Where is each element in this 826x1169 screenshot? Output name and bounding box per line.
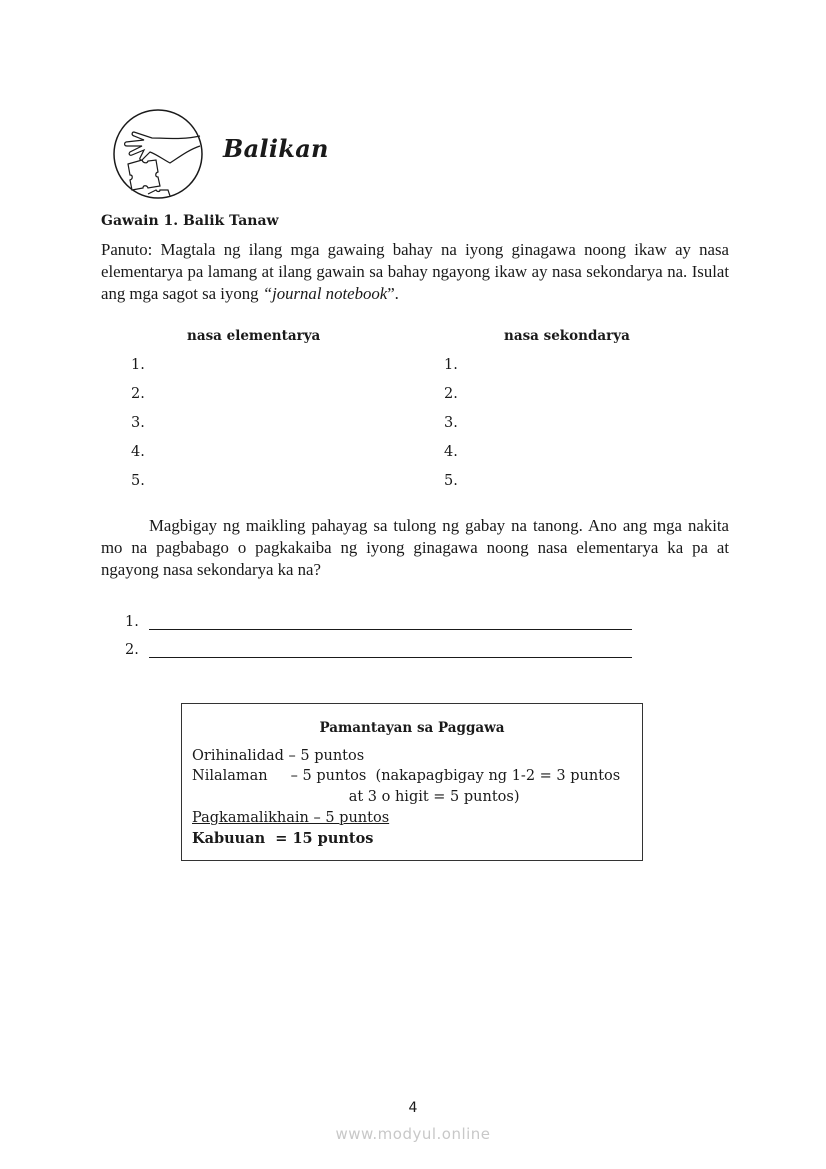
list-item: 4. xyxy=(444,444,458,460)
list-item: 5. xyxy=(131,473,145,489)
column-header-secondary: nasa sekondarya xyxy=(504,328,630,344)
list-item: 3. xyxy=(444,415,458,431)
answer-number: 1. xyxy=(125,614,139,630)
list-item: 4. xyxy=(131,444,145,460)
list-item: 3. xyxy=(131,415,145,431)
hand-puzzle-piece-icon xyxy=(112,108,204,200)
elementary-list xyxy=(131,351,145,496)
rubric-row-originality: Orihinalidad – 5 puntos xyxy=(192,748,365,764)
answer-blank xyxy=(149,611,632,630)
answer-line xyxy=(125,630,632,658)
page-number: 4 xyxy=(408,1100,418,1116)
rubric-box xyxy=(181,703,643,861)
column-header-elementary: nasa elementarya xyxy=(187,328,321,344)
instructions xyxy=(101,239,729,305)
activity-title: Gawain 1. Balik Tanaw xyxy=(101,213,279,229)
instructions-text: Panuto: Magtala ng ilang mga gawaing bahay na iyong ginagawa noong ikaw ay nasa elementarya pa lamang at ilang gawain sa bahay ngayong ikaw ay nasa sekondarya na. Isulat ang mga sagot sa iyong xyxy=(101,240,729,303)
answer-number: 2. xyxy=(125,642,139,658)
list-item: 5. xyxy=(444,473,458,489)
secondary-list xyxy=(444,351,458,496)
rubric-title: Pamantayan sa Paggawa xyxy=(319,720,505,736)
answer-lines xyxy=(125,602,632,658)
rubric-row-creativity: Pagkamalikhain – 5 puntos xyxy=(192,810,390,826)
instructions-italic: “journal notebook xyxy=(262,284,388,303)
list-item: 2. xyxy=(444,386,458,402)
answer-line xyxy=(125,602,632,630)
instructions-suffix: ”. xyxy=(387,284,399,303)
answer-blank xyxy=(149,639,632,658)
rubric-row-content: Nilalaman – 5 puntos (nakapagbigay ng 1-2 = 3 puntos xyxy=(192,768,621,784)
list-item: 1. xyxy=(444,357,458,373)
guide-question: Magbigay ng maikling pahayag sa tulong ng gabay na tanong. Ano ang mga nakita mo na pagbabago o pagkakaiba ng iyong ginagawa noong nasa elementarya ka pa at ngayong nasa sekondarya ka na? xyxy=(101,516,729,579)
watermark: www.modyul.online xyxy=(335,1125,491,1143)
rubric-row-total: Kabuuan = 15 puntos xyxy=(192,830,374,847)
list-item: 2. xyxy=(131,386,145,402)
list-item: 1. xyxy=(131,357,145,373)
rubric-row-content-cont: at 3 o higit = 5 puntos) xyxy=(192,789,520,805)
section-title: Balikan xyxy=(223,134,329,163)
